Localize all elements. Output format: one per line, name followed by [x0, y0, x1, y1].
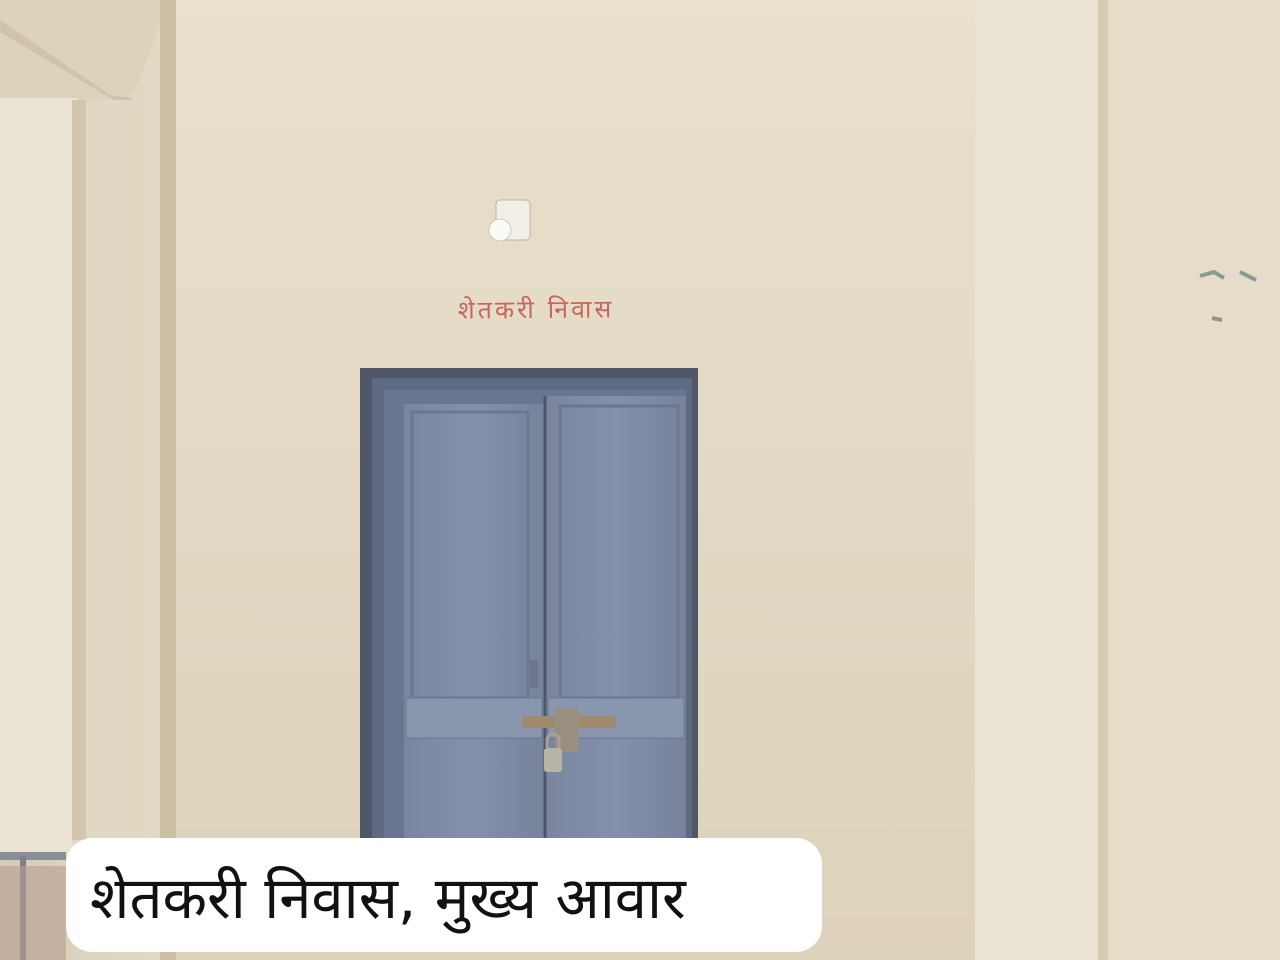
wall-painted-sign: शेतकरी निवास	[457, 294, 615, 325]
padlock-body	[544, 748, 562, 772]
right-pillar-shadow	[1098, 0, 1108, 960]
railing-bar	[0, 852, 66, 860]
door-left-leaf	[404, 404, 544, 840]
floor-strip	[0, 866, 66, 960]
left-opening-inner	[0, 95, 78, 855]
caption-box	[66, 838, 822, 952]
door-left-rail	[406, 698, 542, 738]
left-edge-shadow	[160, 0, 176, 960]
door-latch	[530, 660, 538, 688]
right-pillar	[975, 0, 1103, 960]
door-right-leaf	[546, 396, 686, 840]
left-pillar-stain	[72, 100, 86, 840]
right-wall	[1108, 0, 1280, 960]
caption-text: शेतकरी निवास, मुख्य आवार	[90, 863, 686, 932]
lamp-bulb	[489, 219, 511, 241]
